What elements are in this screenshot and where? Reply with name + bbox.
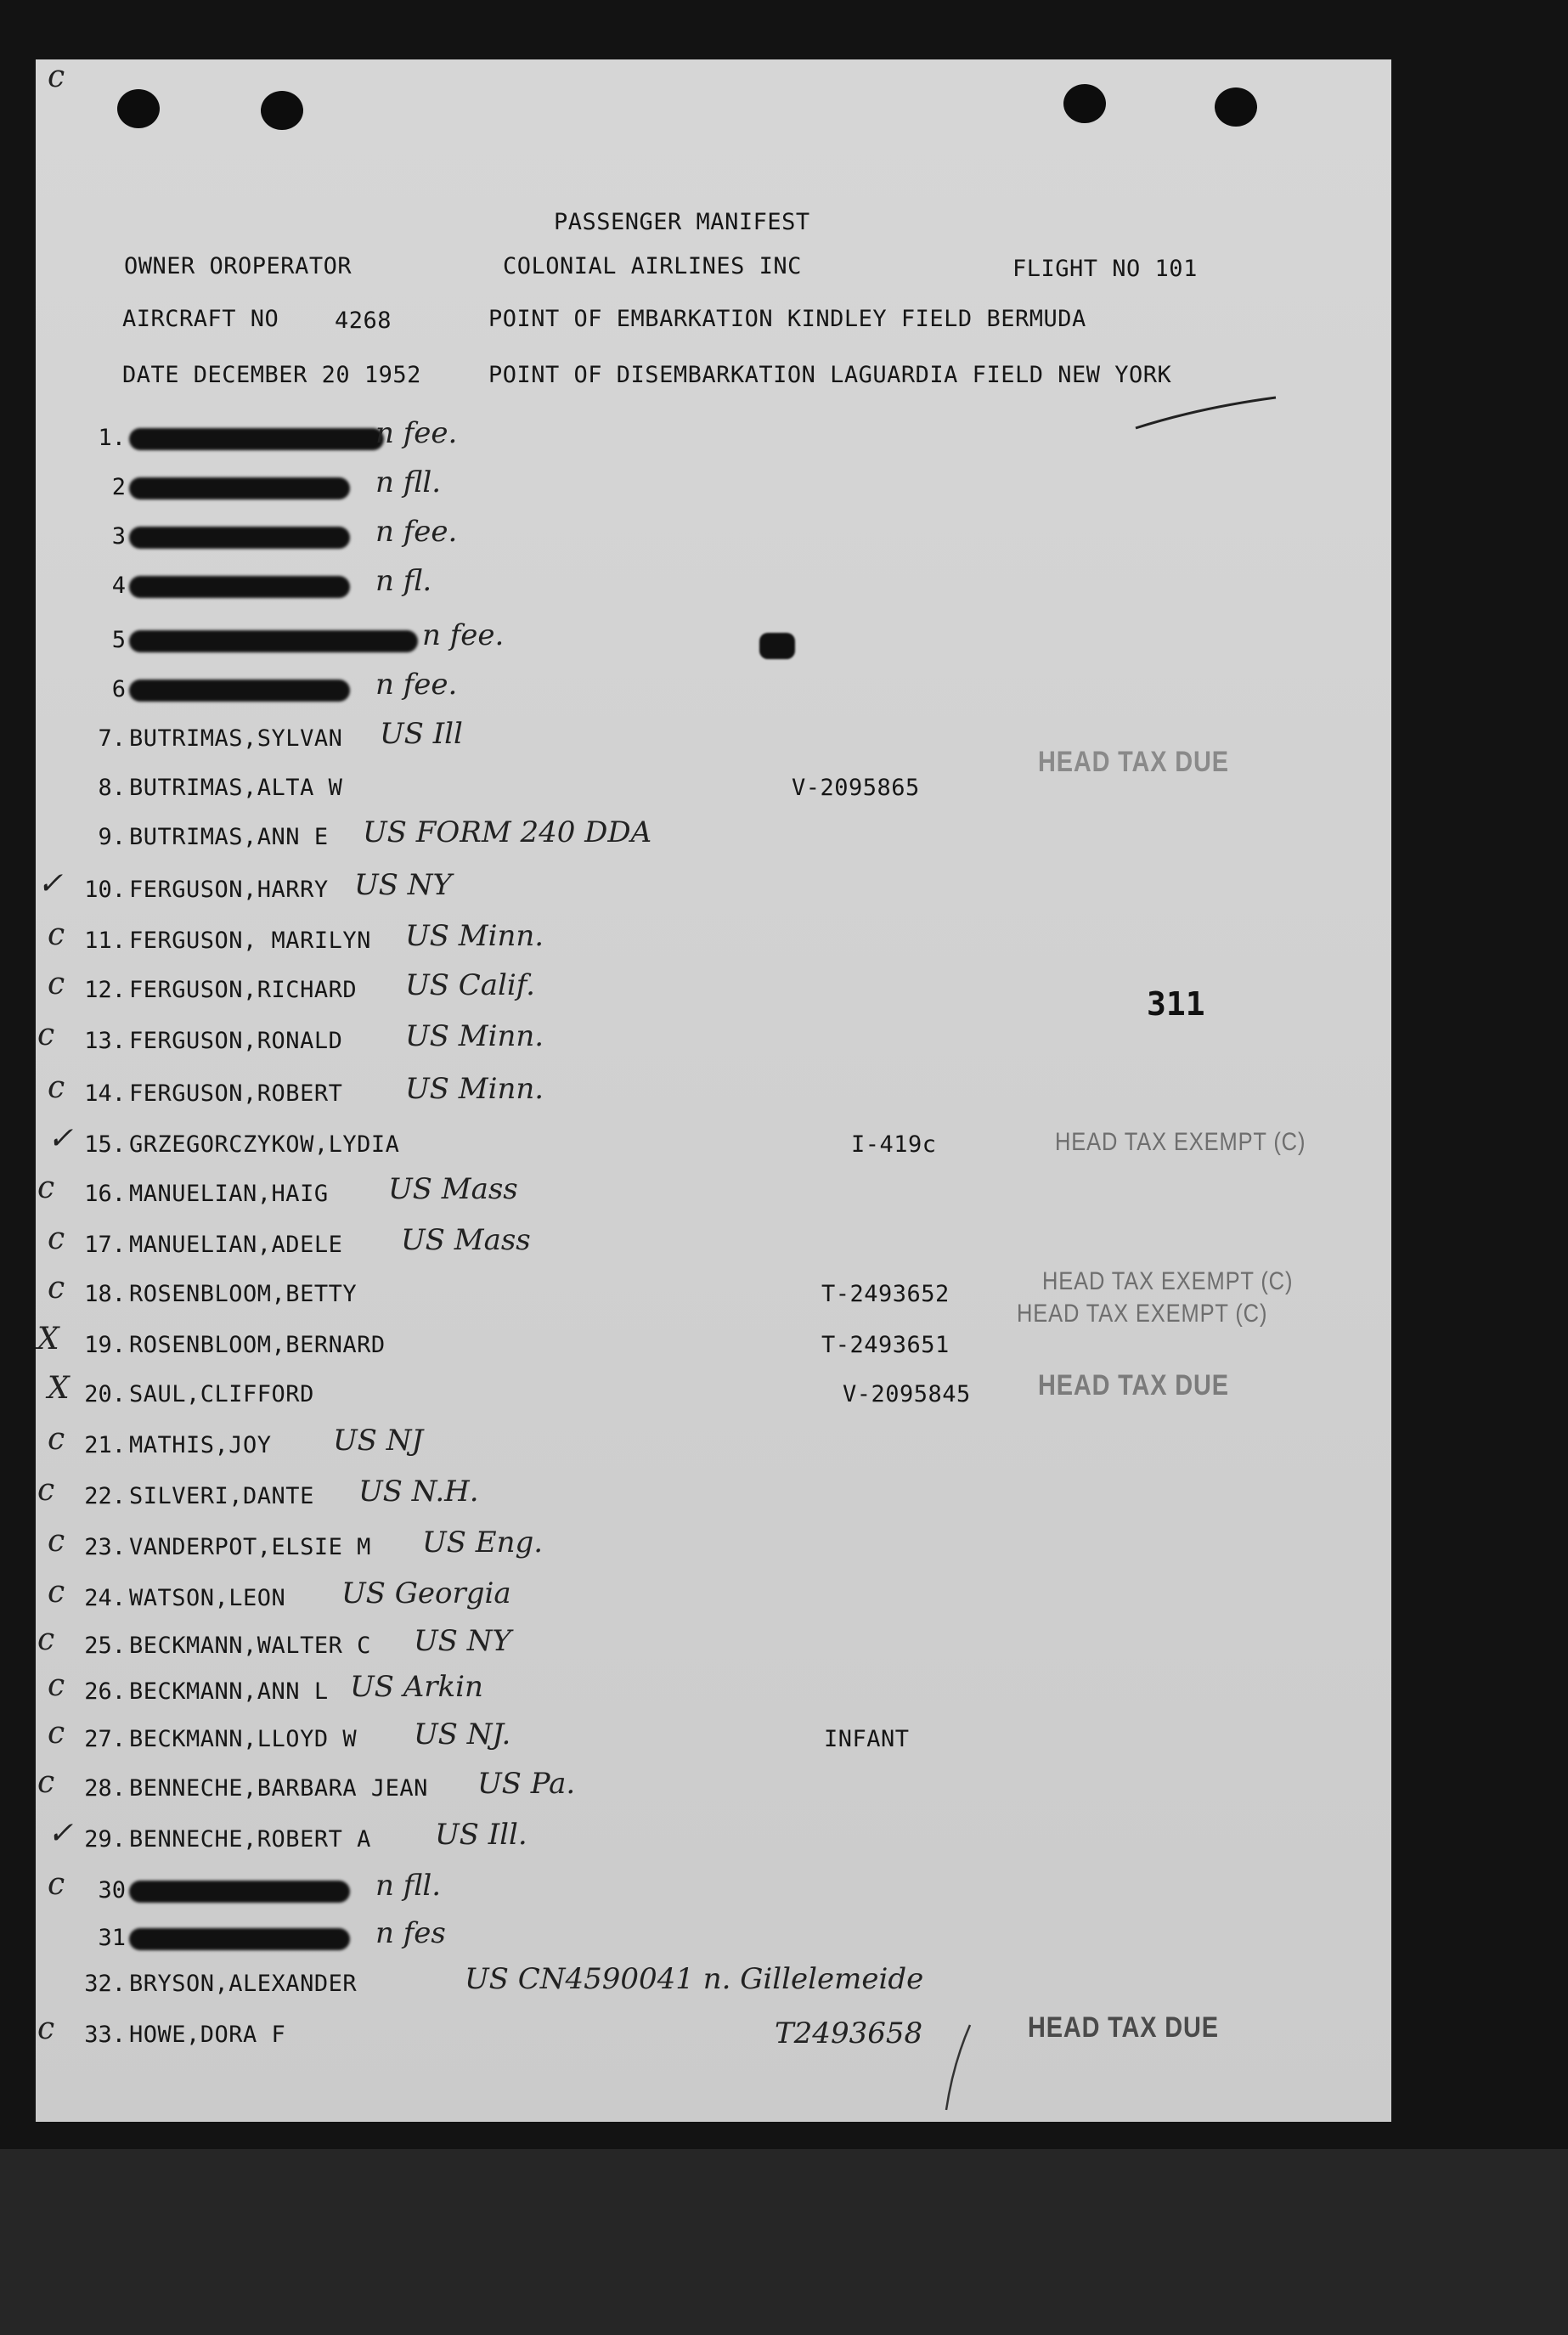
passenger-name: BENNECHE,BARBARA JEAN bbox=[129, 1775, 428, 1802]
passenger-number: 20. bbox=[84, 1381, 126, 1407]
head-tax-stamp: HEAD TAX DUE bbox=[1028, 2011, 1219, 2044]
passenger-name: FERGUSON,RONALD bbox=[129, 1028, 343, 1054]
passenger-number: 22. bbox=[84, 1483, 126, 1509]
page-title: PASSENGER MANIFEST bbox=[554, 209, 810, 235]
handwritten-note: US Minn. bbox=[405, 1019, 544, 1053]
check-mark: c bbox=[48, 1070, 65, 1105]
handwritten-note: US Pa. bbox=[477, 1767, 576, 1801]
check-mark: c bbox=[48, 967, 65, 1001]
document-number: T-2493652 bbox=[821, 1281, 950, 1307]
handwritten-note: US NY bbox=[354, 868, 452, 902]
check-mark: c bbox=[48, 59, 65, 94]
passenger-number: 27. bbox=[84, 1726, 126, 1752]
passenger-number: 33. bbox=[84, 2022, 126, 2048]
punch-hole bbox=[261, 91, 303, 130]
passenger-name: VANDERPOT,ELSIE M bbox=[129, 1534, 371, 1560]
head-tax-stamp: HEAD TAX EXEMPT (C) bbox=[1055, 1128, 1306, 1156]
aircraft-number: 4268 bbox=[335, 307, 392, 334]
handwritten-note: US Arkin bbox=[350, 1670, 483, 1704]
redacted-name bbox=[129, 477, 350, 499]
check-mark: c bbox=[37, 1622, 55, 1657]
document-number: INFANT bbox=[824, 1726, 910, 1752]
punch-hole bbox=[1063, 84, 1106, 123]
handwritten-note: n fee. bbox=[375, 515, 458, 549]
passenger-number: 9. bbox=[98, 824, 126, 850]
redacted-name bbox=[129, 1928, 350, 1950]
passenger-name: BECKMANN,WALTER C bbox=[129, 1633, 371, 1659]
head-tax-stamp: HEAD TAX DUE bbox=[1038, 1369, 1229, 1402]
handwritten-note: US Minn. bbox=[405, 919, 544, 953]
check-mark: c bbox=[37, 1170, 55, 1205]
check-mark: c bbox=[37, 2011, 55, 2046]
manifest-date: DATE DECEMBER 20 1952 bbox=[122, 362, 421, 388]
redacted-name bbox=[129, 527, 350, 549]
handwritten-note: US NJ bbox=[333, 1424, 424, 1458]
manifest-page bbox=[36, 59, 1391, 2122]
check-mark: c bbox=[48, 1575, 65, 1610]
handwritten-note: US Ill bbox=[380, 717, 463, 751]
check-mark: c bbox=[48, 1867, 65, 1902]
handwritten-note: n fee. bbox=[375, 668, 458, 702]
owner-value: COLONIAL AIRLINES INC bbox=[503, 253, 802, 279]
passenger-name: BUTRIMAS,SYLVAN bbox=[129, 725, 343, 752]
passenger-number: 21. bbox=[84, 1432, 126, 1458]
passenger-number: 28. bbox=[84, 1775, 126, 1802]
passenger-number: 18. bbox=[84, 1281, 126, 1307]
passenger-number: 13. bbox=[84, 1028, 126, 1054]
handwritten-note: US Calif. bbox=[405, 968, 535, 1002]
passenger-name: MATHIS,JOY bbox=[129, 1432, 272, 1458]
check-mark: ✓ bbox=[48, 1816, 74, 1851]
handwritten-note: US Eng. bbox=[422, 1526, 544, 1559]
handwritten-note: n fee. bbox=[375, 416, 458, 450]
handwritten-note: n fee. bbox=[422, 618, 505, 652]
handwritten-note: n fl. bbox=[375, 564, 432, 598]
document-number: V-2095845 bbox=[843, 1381, 971, 1407]
document-number: T-2493651 bbox=[821, 1332, 950, 1358]
redacted-name bbox=[129, 428, 384, 450]
check-mark: c bbox=[48, 917, 65, 952]
background-band bbox=[0, 2149, 1568, 2335]
passenger-name: FERGUSON,HARRY bbox=[129, 877, 329, 903]
passenger-number: 30 bbox=[98, 1877, 126, 1904]
handwritten-note: US CN4590041 n. Gillelemeide bbox=[465, 1962, 924, 1996]
passenger-number: 1. bbox=[98, 425, 126, 451]
handwritten-note: n fes bbox=[375, 1916, 446, 1950]
passenger-name: FERGUSON, MARILYN bbox=[129, 928, 371, 954]
embarkation: POINT OF EMBARKATION KINDLEY FIELD BERMUDA bbox=[488, 306, 1086, 332]
handwritten-note: US N.H. bbox=[358, 1475, 479, 1509]
passenger-number: 16. bbox=[84, 1181, 126, 1207]
passenger-name: BUTRIMAS,ALTA W bbox=[129, 775, 343, 801]
redacted-mark: IN bbox=[759, 633, 795, 659]
passenger-number: 14. bbox=[84, 1080, 126, 1107]
head-tax-stamp: HEAD TAX EXEMPT (C) bbox=[1042, 1267, 1294, 1295]
check-mark: c bbox=[37, 1765, 55, 1800]
passenger-name: GRZEGORCZYKOW,LYDIA bbox=[129, 1131, 400, 1158]
passenger-number: 7. bbox=[98, 725, 126, 752]
passenger-number: 19. bbox=[84, 1332, 126, 1358]
check-mark: c bbox=[37, 1473, 55, 1508]
passenger-number: 23. bbox=[84, 1534, 126, 1560]
aircraft-label: AIRCRAFT NO bbox=[122, 306, 279, 332]
passenger-number: 26. bbox=[84, 1678, 126, 1705]
handwritten-note: US NY bbox=[414, 1624, 511, 1658]
passenger-number: 24. bbox=[84, 1585, 126, 1611]
punch-hole bbox=[1215, 87, 1257, 127]
passenger-name: BECKMANN,LLOYD W bbox=[129, 1726, 358, 1752]
passenger-name: FERGUSON,RICHARD bbox=[129, 977, 358, 1003]
handwritten-note: US NJ. bbox=[414, 1717, 511, 1751]
passenger-number: 17. bbox=[84, 1232, 126, 1258]
passenger-number: 15. bbox=[84, 1131, 126, 1158]
passenger-number: 8. bbox=[98, 775, 126, 801]
passenger-number: 4 bbox=[111, 572, 126, 599]
passenger-name: BUTRIMAS,ANN E bbox=[129, 824, 329, 850]
handwritten-note: n fll. bbox=[375, 465, 442, 499]
passenger-number: 25. bbox=[84, 1633, 126, 1659]
check-mark: c bbox=[48, 1422, 65, 1457]
check-mark: X bbox=[48, 1371, 70, 1406]
passenger-number: 32. bbox=[84, 1971, 126, 1997]
passenger-name: MANUELIAN,ADELE bbox=[129, 1232, 343, 1258]
redacted-name bbox=[129, 630, 418, 652]
owner-label: OWNER OROPERATOR bbox=[124, 253, 353, 279]
handwritten-note: US Minn. bbox=[405, 1072, 544, 1106]
disembarkation: POINT OF DISEMBARKATION LAGUARDIA FIELD NEW YORK bbox=[488, 362, 1172, 388]
passenger-number: 12. bbox=[84, 977, 126, 1003]
document-number: I-419c bbox=[851, 1131, 937, 1158]
check-mark: c bbox=[48, 1271, 65, 1306]
check-mark: c bbox=[37, 1018, 55, 1052]
handwritten-note: n fll. bbox=[375, 1869, 442, 1903]
redacted-name bbox=[129, 576, 350, 598]
passenger-number: 3 bbox=[111, 523, 126, 550]
check-mark: c bbox=[48, 1221, 65, 1256]
document-number: V-2095865 bbox=[792, 775, 920, 801]
passenger-name: FERGUSON,ROBERT bbox=[129, 1080, 343, 1107]
passenger-number: 11. bbox=[84, 928, 126, 954]
passenger-name: SAUL,CLIFFORD bbox=[129, 1381, 314, 1407]
head-tax-stamp: HEAD TAX DUE bbox=[1038, 746, 1229, 778]
pen-stroke bbox=[902, 2022, 1021, 2115]
handwritten-note: US Ill. bbox=[435, 1818, 527, 1852]
passenger-name: ROSENBLOOM,BETTY bbox=[129, 1281, 358, 1307]
check-mark: ✓ bbox=[37, 866, 64, 901]
passenger-number: 10. bbox=[84, 877, 126, 903]
redacted-name bbox=[129, 680, 350, 702]
handwritten-note: US Mass bbox=[388, 1172, 518, 1206]
passenger-name: BRYSON,ALEXANDER bbox=[129, 1971, 358, 1997]
flight-number: FLIGHT NO 101 bbox=[1012, 256, 1198, 282]
passenger-name: HOWE,DORA F bbox=[129, 2022, 286, 2048]
passenger-number: 2 bbox=[111, 474, 126, 500]
check-mark: c bbox=[48, 1716, 65, 1751]
pen-stroke bbox=[1131, 392, 1284, 435]
check-mark: c bbox=[48, 1668, 65, 1703]
handwritten-note: US FORM 240 DDA bbox=[363, 815, 652, 849]
passenger-name: WATSON,LEON bbox=[129, 1585, 286, 1611]
passenger-name: SILVERI,DANTE bbox=[129, 1483, 314, 1509]
passenger-number: 6 bbox=[111, 676, 126, 702]
passenger-name: ROSENBLOOM,BERNARD bbox=[129, 1332, 386, 1358]
redacted-name bbox=[129, 1881, 350, 1903]
check-mark: c bbox=[48, 1524, 65, 1559]
punch-hole bbox=[117, 89, 160, 128]
passenger-number: 5 bbox=[111, 627, 126, 653]
document-number: T2493658 bbox=[775, 2016, 923, 2050]
page-number: 311 bbox=[1147, 985, 1205, 1023]
passenger-name: MANUELIAN,HAIG bbox=[129, 1181, 329, 1207]
handwritten-note: US Mass bbox=[401, 1223, 531, 1257]
passenger-name: BECKMANN,ANN L bbox=[129, 1678, 329, 1705]
passenger-number: 31 bbox=[98, 1925, 126, 1951]
check-mark: ✓ bbox=[48, 1121, 74, 1156]
check-mark: X bbox=[37, 1322, 59, 1356]
passenger-number: 29. bbox=[84, 1826, 126, 1853]
passenger-name: BENNECHE,ROBERT A bbox=[129, 1826, 371, 1853]
handwritten-note: US Georgia bbox=[341, 1576, 511, 1610]
head-tax-stamp: HEAD TAX EXEMPT (C) bbox=[1017, 1300, 1268, 1328]
